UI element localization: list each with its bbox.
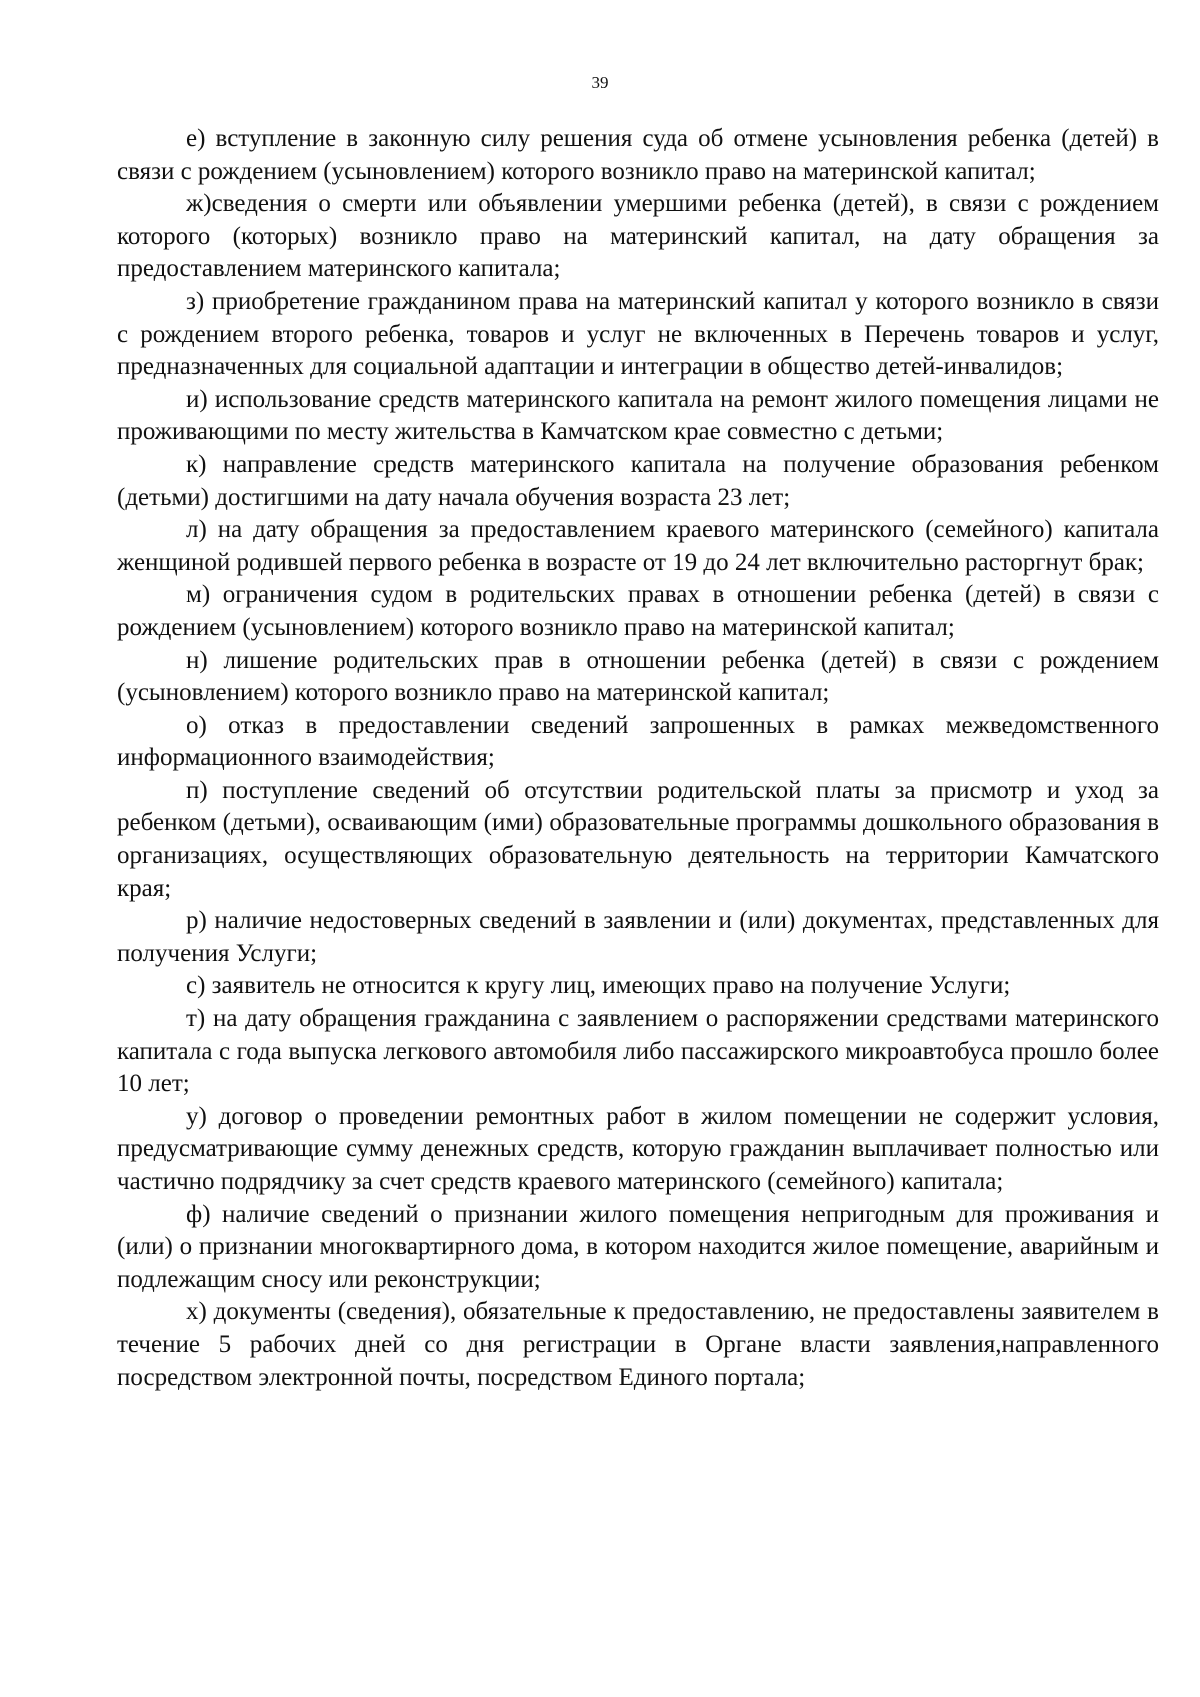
- list-item-i: и) использование средств материнского капитала на ремонт жилого помещения лицами не проживающими по месту жительства в Камчатском крае совместно с детьми;: [117, 385, 1159, 446]
- list-item-l: л) на дату обращения за предоставлением краевого материнского (семейного) капитала женщиной родившей первого ребенка в возрасте от 19 до 24 лет включительно расторгнут брак;: [117, 516, 1159, 576]
- list-item-n: н) лишение родительских прав в отношении ребенка (детей) в связи с рождением (усыновлением) которого возникло право на материнской капитал;: [117, 646, 1159, 707]
- list-item-kh: х) документы (сведения), обязательные к предоставлению, не предоставлены заявителем в течение 5 рабочих дней со дня регистрации в Органе власти заявления,направленного посредством электронной почты, посредством Единого портала;: [117, 1298, 1159, 1391]
- list-item-s: с) заявитель не относится к кругу лиц, имеющих право на получение Услуги;: [186, 972, 1011, 1000]
- list-item-zh: ж)сведения о смерти или объявлении умершими ребенка (детей), в связи с рождением которого (которых) возникло право на материнский капитал, на дату обращения за предоставлением материнского капитала;: [117, 190, 1159, 283]
- list-item-e: е) вступление в законную силу решения суда об отмене усыновления ребенка (детей) в связи с рождением (усыновлением) которого возникло право на материнской капитал;: [117, 125, 1159, 185]
- list-item-u: у) договор о проведении ремонтных работ в жилом помещении не содержит условия, предусматривающие сумму денежных средств, которую гражданин выплачивает полностью или частично подрядчику за счет средств краевого материнского (семейного) капитала;: [117, 1102, 1159, 1195]
- list-item-r: р) наличие недостоверных сведений в заявлении и (или) документах, представленных для получения Услуги;: [117, 907, 1159, 967]
- list-item-z: з) приобретение гражданином права на материнский капитал у которого возникло в связи с рождением второго ребенка, товаров и услуг не включенных в Перечень товаров и услуг, предназначенных для социальной адаптации и интеграции в общество детей-инвалидов;: [117, 287, 1159, 381]
- list-item-k: к) направление средств материнского капитала на получение образования ребенком (детьми) достигшими на дату начала обучения возраста 23 лет;: [117, 450, 1159, 511]
- document-body: [117, 123, 1159, 1394]
- list-item-p: п) поступление сведений об отсутствии родительской платы за присмотр и уход за ребенком (детьми), осваивающим (ими) образовательные программы дошкольного образования в организациях, осуществляющих образовательную деятельность на территории Камчатского края;: [117, 776, 1159, 902]
- list-item-o: о) отказ в предоставлении сведений запрошенных в рамках межведомственного информационного взаимодействия;: [117, 711, 1159, 772]
- list-item-m: м) ограничения судом в родительских правах в отношении ребенка (детей) в связи с рождением (усыновлением) которого возникло право на материнской капитал;: [117, 581, 1159, 641]
- list-item-f: ф) наличие сведений о признании жилого помещения непригодным для проживания и (или) о признании многоквартирного дома, в котором находится жилое помещение, аварийным и подлежащим сносу или реконструкции;: [117, 1200, 1159, 1293]
- list-item-t: т) на дату обращения гражданина с заявлением о распоряжении средствами материнского капитала с года выпуска легкового автомобиля либо пассажирского микроавтобуса прошло более 10 лет;: [117, 1005, 1159, 1098]
- page-number: 39: [591, 73, 609, 92]
